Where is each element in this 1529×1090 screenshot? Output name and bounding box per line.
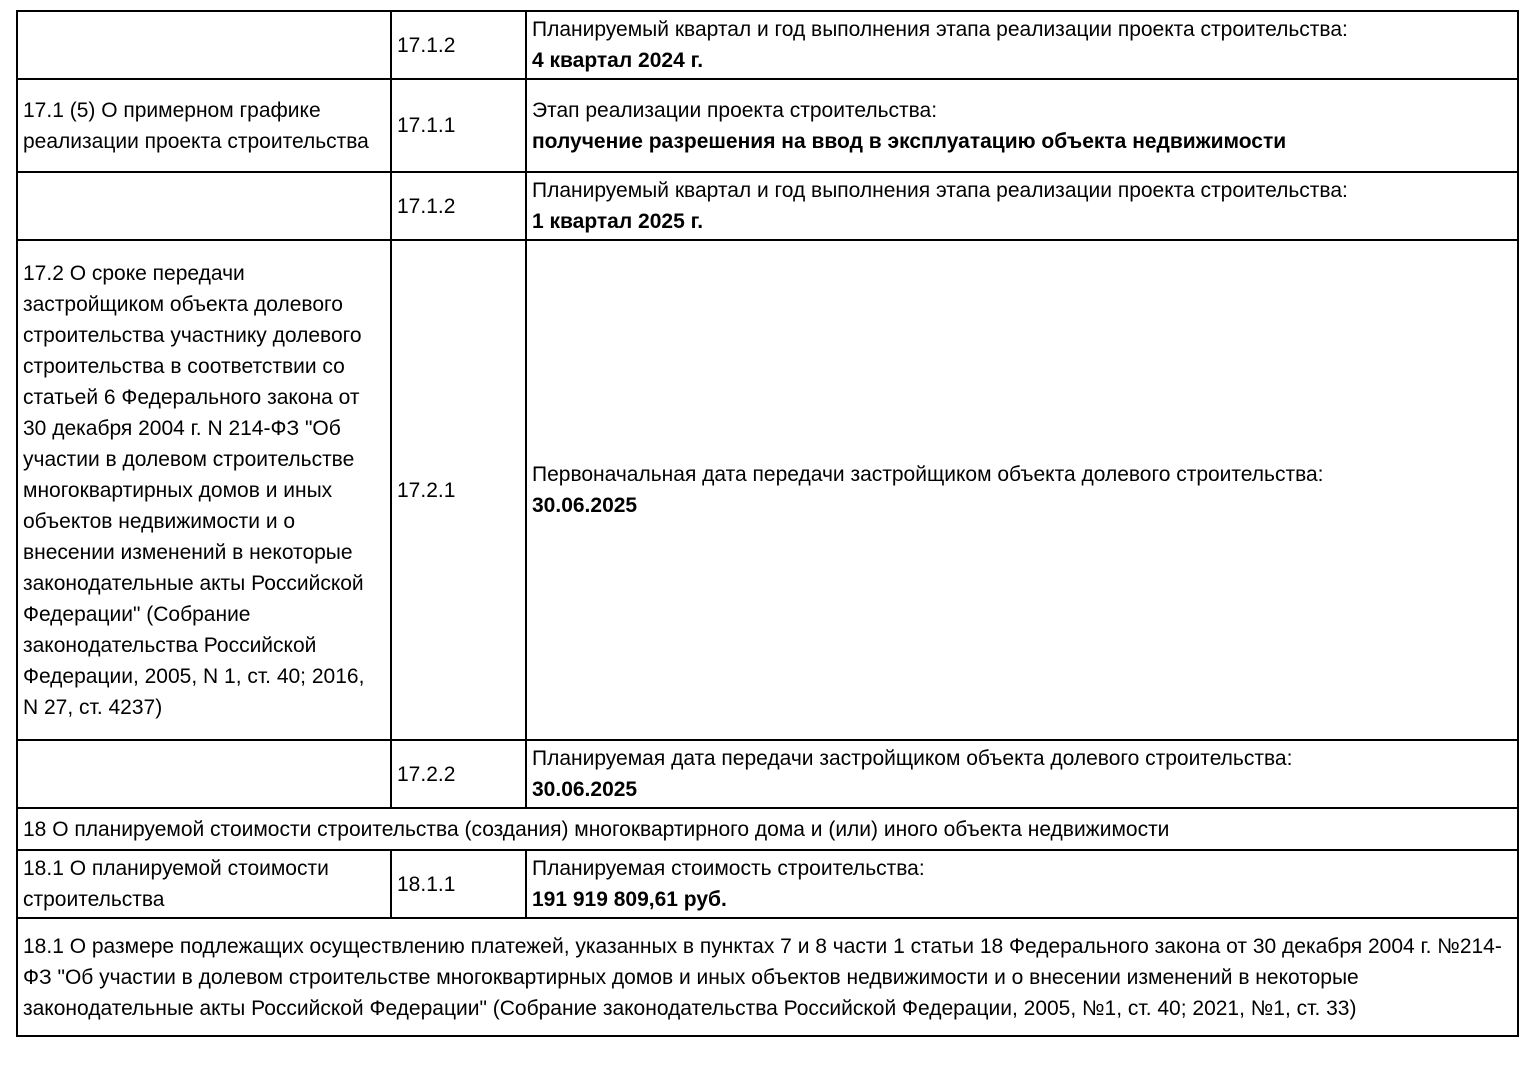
row-code-cell: 17.2.1 — [391, 240, 526, 740]
field-value: 1 квартал 2025 г. — [532, 210, 704, 233]
field-value: 30.06.2025 — [532, 778, 638, 801]
section-heading: 18 О планируемой стоимости строительства (создания) многоквартирного дома и (или) иного объекта недвижимости — [17, 808, 1518, 850]
table-row — [17, 740, 1518, 808]
row-content-cell — [526, 11, 1518, 79]
row-label-cell: 18.1 О планируемой стоимости строительства — [17, 850, 391, 918]
row-content-cell — [526, 850, 1518, 918]
project-declaration-table — [16, 10, 1519, 1037]
row-label-cell: 17.2 О сроке передачи застройщиком объекта долевого строительства участнику долевого строительства в соответствии со статьей 6 Федерального закона от 30 декабря 2004 г. N 214-ФЗ "Об участии в долевом строительстве многоквартирных домов и иных объектов недвижимости и о внесении изменений в некоторые законодательные акты Российской Федерации" (Собрание законодательства Российской Федерации, 2005, N 1, ст. 40; 2016, N 27, ст. 4237) — [17, 240, 391, 740]
field-value: 191 919 809,61 руб. — [532, 888, 727, 911]
row-code-cell: 17.2.2 — [391, 740, 526, 808]
table-row — [17, 172, 1518, 240]
table-row — [17, 850, 1518, 918]
row-code-cell: 17.1.1 — [391, 79, 526, 172]
field-label: Планируемый квартал и год выполнения этапа реализации проекта строительства: — [532, 179, 1348, 202]
row-label-cell — [17, 740, 391, 808]
field-label: Планируемая стоимость строительства: — [532, 857, 925, 880]
table-row-section — [17, 918, 1518, 1036]
row-code-cell: 17.1.2 — [391, 172, 526, 240]
table-row — [17, 79, 1518, 172]
field-value: получение разрешения на ввод в эксплуатацию объекта недвижимости — [532, 129, 1287, 153]
table-row — [17, 11, 1518, 79]
row-code-cell: 17.1.2 — [391, 11, 526, 79]
row-content-cell — [526, 172, 1518, 240]
row-code-cell: 18.1.1 — [391, 850, 526, 918]
field-label: Первоначальная дата передачи застройщиком объекта долевого строительства: — [532, 463, 1324, 486]
row-label-cell: 17.1 (5) О примерном графике реализации проекта строительства — [17, 79, 391, 172]
row-content-cell — [526, 79, 1518, 172]
field-label: Планируемый квартал и год выполнения этапа реализации проекта строительства: — [532, 18, 1348, 41]
field-label: Этап реализации проекта строительства: — [532, 98, 938, 122]
table-row-section — [17, 808, 1518, 850]
row-content-cell — [526, 240, 1518, 740]
field-value: 4 квартал 2024 г. — [532, 49, 704, 72]
row-content-cell — [526, 740, 1518, 808]
row-label-cell — [17, 172, 391, 240]
section-heading: 18.1 О размере подлежащих осуществлению платежей, указанных в пунктах 7 и 8 части 1 статьи 18 Федерального закона от 30 декабря 2004 г. №214-ФЗ "Об участии в долевом строительстве многоквартирных домов и иных объектов недвижимости и о внесении изменений в некоторые законодательные акты Российской Федерации" (Собрание законодательства Российской Федерации, 2005, №1, ст. 40; 2021, №1, ст. 33) — [17, 918, 1518, 1036]
field-label: Планируемая дата передачи застройщиком объекта долевого строительства: — [532, 747, 1293, 770]
row-label-cell — [17, 11, 391, 79]
table-row — [17, 240, 1518, 740]
field-value: 30.06.2025 — [532, 494, 638, 517]
